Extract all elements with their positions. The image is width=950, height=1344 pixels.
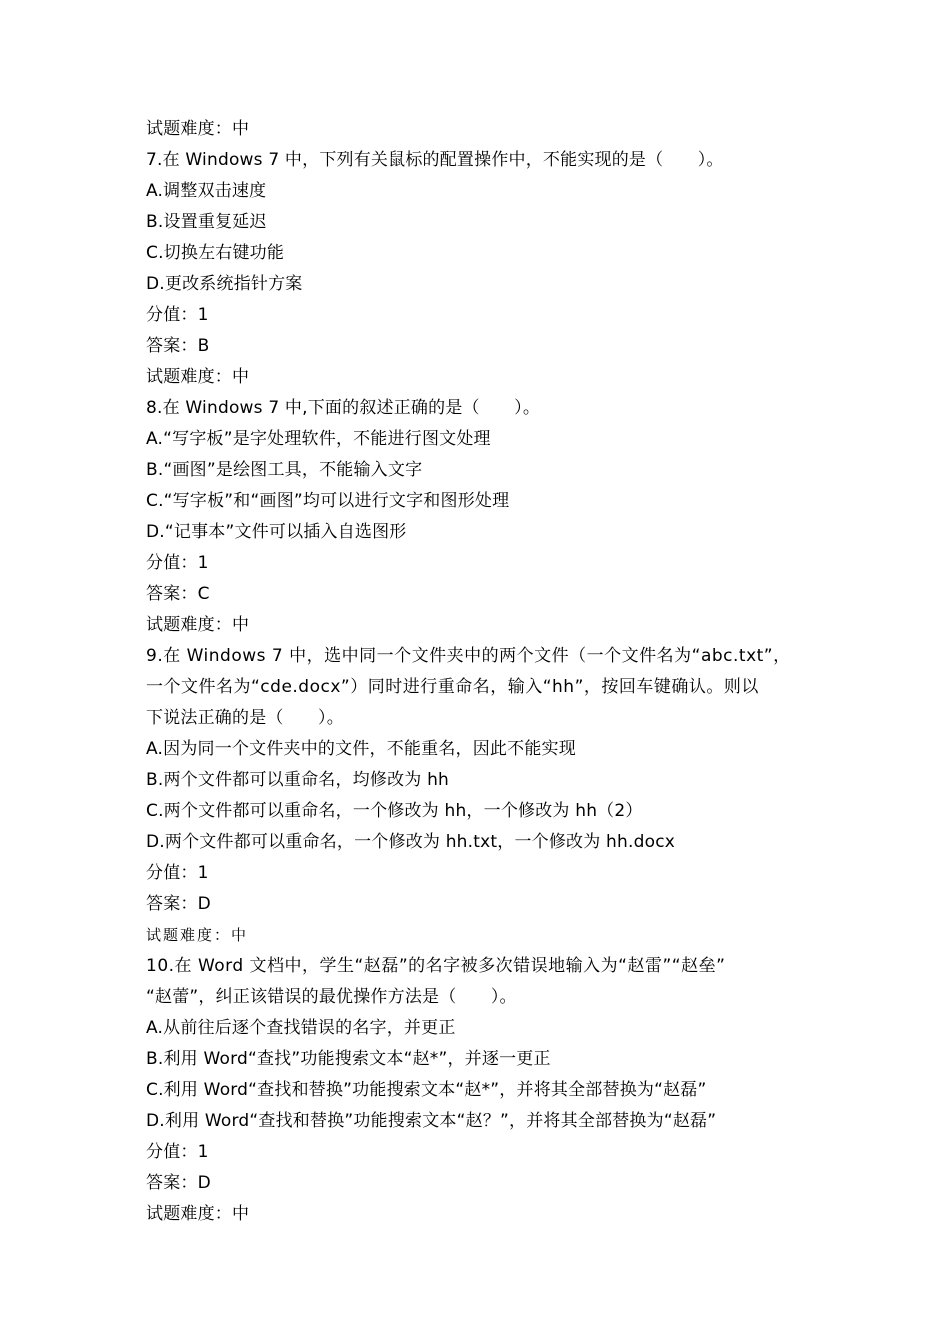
score-label: 分值：1 <box>146 863 209 883</box>
option-a: A.从前往后逐个查找错误的名字，并更正 <box>146 1018 456 1038</box>
option-b: B.两个文件都可以重命名，均修改为 hh <box>146 770 450 790</box>
option-a: A.“写字板”是字处理软件，不能进行图文处理 <box>146 429 491 449</box>
question-stem-line-2: “赵蕾”，纠正该错误的最优操作方法是（ ）。 <box>146 987 517 1007</box>
option-a: A.调整双击速度 <box>146 181 267 201</box>
option-c: C.切换左右键功能 <box>146 243 285 263</box>
question-stem-line-3: 下说法正确的是（ ）。 <box>146 708 344 728</box>
score-label: 分值：1 <box>146 1142 209 1162</box>
document-body <box>146 114 836 1230</box>
question-stem-line-2: 一个文件名为“cde.docx”）同时进行重命名，输入“hh”，按回车键确认。则以 <box>146 677 759 697</box>
question-stem-line-1: 9.在 Windows 7 中，选中同一个文件夹中的两个文件（一个文件名为“abc.txt”， <box>146 646 791 666</box>
question-9 <box>146 641 836 951</box>
score-label: 分值：1 <box>146 553 209 573</box>
option-b: B.“画图”是绘图工具，不能输入文字 <box>146 460 423 480</box>
difficulty-label: 试题难度：中 <box>146 119 250 139</box>
option-b: B.利用 Word“查找”功能搜索文本“赵*”，并逐一更正 <box>146 1049 551 1069</box>
question-10 <box>146 951 836 1230</box>
question-8 <box>146 393 836 641</box>
answer-label: 答案：C <box>146 584 210 604</box>
question-7 <box>146 145 836 393</box>
option-c: C.“写字板”和“画图”均可以进行文字和图形处理 <box>146 491 510 511</box>
difficulty-label: 试题难度：中 <box>146 926 249 944</box>
question-stem: 7.在 Windows 7 中，下列有关鼠标的配置操作中，不能实现的是（ ）。 <box>146 150 724 170</box>
option-c: C.两个文件都可以重命名，一个修改为 hh，一个修改为 hh（2） <box>146 801 643 821</box>
option-b: B.设置重复延迟 <box>146 212 267 232</box>
option-d: D.“记事本”文件可以插入自选图形 <box>146 522 407 542</box>
answer-label: 答案：D <box>146 1173 211 1193</box>
difficulty-label: 试题难度：中 <box>146 367 250 387</box>
option-a: A.因为同一个文件夹中的文件，不能重名，因此不能实现 <box>146 739 576 759</box>
question-stem: 8.在 Windows 7 中,下面的叙述正确的是（ ）。 <box>146 398 541 418</box>
answer-label: 答案：D <box>146 894 211 914</box>
difficulty-label: 试题难度：中 <box>146 1204 250 1224</box>
answer-label: 答案：B <box>146 336 210 356</box>
score-label: 分值：1 <box>146 305 209 325</box>
option-d: D.两个文件都可以重命名，一个修改为 hh.txt，一个修改为 hh.docx <box>146 832 675 852</box>
option-d: D.利用 Word“查找和替换”功能搜索文本“赵？”，并将其全部替换为“赵磊” <box>146 1111 717 1131</box>
difficulty-label: 试题难度：中 <box>146 615 250 635</box>
option-c: C.利用 Word“查找和替换”功能搜索文本“赵*”，并将其全部替换为“赵磊” <box>146 1080 707 1100</box>
option-d: D.更改系统指针方案 <box>146 274 303 294</box>
question-stem-line-1: 10.在 Word 文档中，学生“赵磊”的名字被多次错误地输入为“赵雷”“赵垒” <box>146 956 726 976</box>
